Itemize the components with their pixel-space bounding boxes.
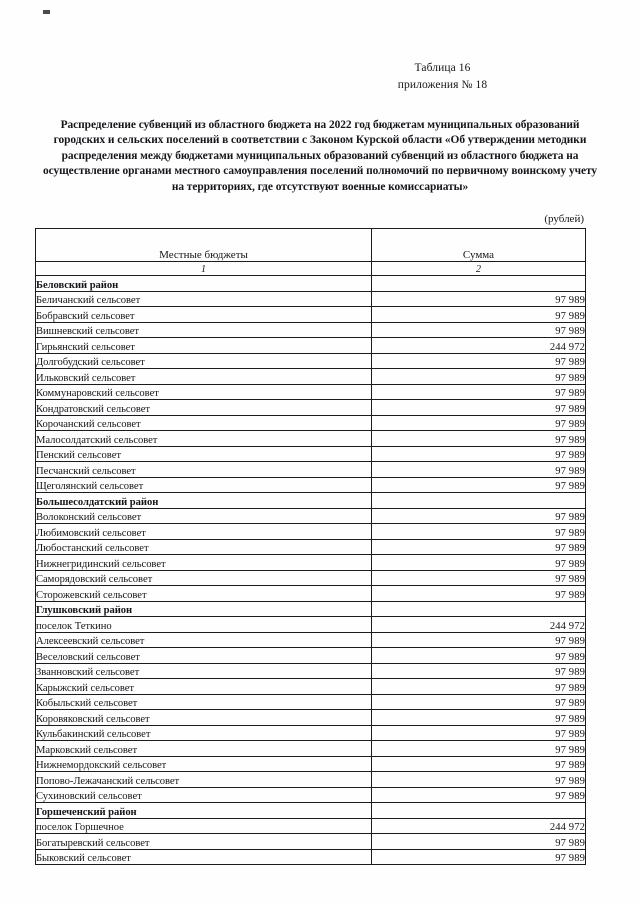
settlement-name: Корочанский сельсовет xyxy=(36,415,372,431)
table-header xyxy=(36,229,586,276)
amount-value: 97 989 xyxy=(372,477,586,493)
table-row xyxy=(36,663,586,679)
amount-value: 97 989 xyxy=(372,384,586,400)
table-row xyxy=(36,570,586,586)
settlement-name: поселок Горшечное xyxy=(36,818,372,834)
district-name: Горшеченский район xyxy=(36,803,372,819)
settlement-name: Любимовский сельсовет xyxy=(36,524,372,540)
settlement-name: Богатыревский сельсовет xyxy=(36,834,372,850)
amount-value: 97 989 xyxy=(372,555,586,571)
settlement-name: Пенский сельсовет xyxy=(36,446,372,462)
amount-value: 97 989 xyxy=(372,415,586,431)
settlement-name: Нижнемордокский сельсовет xyxy=(36,756,372,772)
amount-value xyxy=(372,601,586,617)
reference-appendix-number: приложения № 18 xyxy=(397,79,488,91)
amount-value xyxy=(372,803,586,819)
table-row xyxy=(36,508,586,524)
settlement-name: Попово-Лежачанский сельсовет xyxy=(36,772,372,788)
table-row xyxy=(36,384,586,400)
table-row xyxy=(36,756,586,772)
table-row xyxy=(36,694,586,710)
amount-value: 97 989 xyxy=(372,787,586,803)
amount-value: 244 972 xyxy=(372,818,586,834)
table-row xyxy=(36,679,586,695)
settlement-name: Волоконский сельсовет xyxy=(36,508,372,524)
amount-value: 97 989 xyxy=(372,570,586,586)
column-number-2: 2 xyxy=(372,262,586,276)
table-header-row xyxy=(36,229,586,262)
table-row xyxy=(36,586,586,602)
amount-value: 244 972 xyxy=(372,338,586,354)
district-header-row xyxy=(36,601,586,617)
district-header-row xyxy=(36,493,586,509)
budget-table-container xyxy=(35,228,585,865)
district-name: Глушковский район xyxy=(36,601,372,617)
table-row xyxy=(36,400,586,416)
settlement-name: Ильковский сельсовет xyxy=(36,369,372,385)
amount-value: 97 989 xyxy=(372,322,586,338)
table-row xyxy=(36,741,586,757)
amount-value: 97 989 xyxy=(372,741,586,757)
table-row xyxy=(36,462,586,478)
table-row xyxy=(36,431,586,447)
settlement-name: Сухиновский сельсовет xyxy=(36,787,372,803)
amount-value: 97 989 xyxy=(372,725,586,741)
table-row xyxy=(36,617,586,633)
amount-value: 97 989 xyxy=(372,508,586,524)
settlement-name: Коровяковский сельсовет xyxy=(36,710,372,726)
settlement-name: Саморядовский сельсовет xyxy=(36,570,372,586)
column-header-local-budgets: Местные бюджеты xyxy=(36,229,372,262)
settlement-name: Кондратовский сельсовет xyxy=(36,400,372,416)
reference-table-number: Таблица 16 xyxy=(414,62,471,74)
table-row xyxy=(36,307,586,323)
amount-value: 97 989 xyxy=(372,291,586,307)
amount-value: 97 989 xyxy=(372,369,586,385)
amount-value: 97 989 xyxy=(372,663,586,679)
settlement-name: Вишневский сельсовет xyxy=(36,322,372,338)
table-body xyxy=(36,276,586,865)
settlement-name: Бобравский сельсовет xyxy=(36,307,372,323)
amount-value: 97 989 xyxy=(372,694,586,710)
settlement-name: Беличанский сельсовет xyxy=(36,291,372,307)
table-row xyxy=(36,477,586,493)
table-row xyxy=(36,446,586,462)
settlement-name: Карыжский сельсовет xyxy=(36,679,372,695)
settlement-name: Сторожевский сельсовет xyxy=(36,586,372,602)
amount-value: 97 989 xyxy=(372,307,586,323)
district-header-row xyxy=(36,803,586,819)
table-row xyxy=(36,648,586,664)
table-row xyxy=(36,787,586,803)
settlement-name: Алексеевский сельсовет xyxy=(36,632,372,648)
table-row xyxy=(36,632,586,648)
units-label: (рублей) xyxy=(544,213,584,225)
column-header-sum: Сумма xyxy=(372,229,586,262)
budget-table xyxy=(35,228,586,865)
amount-value: 97 989 xyxy=(372,648,586,664)
table-row xyxy=(36,524,586,540)
table-row xyxy=(36,338,586,354)
settlement-name: Кобыльский сельсовет xyxy=(36,694,372,710)
table-row xyxy=(36,415,586,431)
amount-value: 244 972 xyxy=(372,617,586,633)
district-header-row xyxy=(36,276,586,292)
table-row xyxy=(36,353,586,369)
settlement-name: Нижнегридинский сельсовет xyxy=(36,555,372,571)
amount-value xyxy=(372,493,586,509)
table-column-number-row xyxy=(36,262,586,276)
table-row xyxy=(36,555,586,571)
amount-value xyxy=(372,276,586,292)
settlement-name: Веселовский сельсовет xyxy=(36,648,372,664)
settlement-name: Кульбакинский сельсовет xyxy=(36,725,372,741)
amount-value: 97 989 xyxy=(372,446,586,462)
scan-artifact-mark xyxy=(43,10,50,14)
settlement-name: Любостанский сельсовет xyxy=(36,539,372,555)
settlement-name: Марковский сельсовет xyxy=(36,741,372,757)
district-name: Беловский район xyxy=(36,276,372,292)
table-row xyxy=(36,772,586,788)
settlement-name: Щеголянский сельсовет xyxy=(36,477,372,493)
settlement-name: поселок Теткино xyxy=(36,617,372,633)
amount-value: 97 989 xyxy=(372,710,586,726)
amount-value: 97 989 xyxy=(372,400,586,416)
table-row xyxy=(36,369,586,385)
settlement-name: Коммунаровский сельсовет xyxy=(36,384,372,400)
table-row xyxy=(36,725,586,741)
table-row xyxy=(36,710,586,726)
settlement-name: Долгобудский сельсовет xyxy=(36,353,372,369)
amount-value: 97 989 xyxy=(372,524,586,540)
amount-value: 97 989 xyxy=(372,462,586,478)
table-row xyxy=(36,849,586,865)
amount-value: 97 989 xyxy=(372,431,586,447)
amount-value: 97 989 xyxy=(372,756,586,772)
amount-value: 97 989 xyxy=(372,632,586,648)
table-row xyxy=(36,539,586,555)
document-title: Распределение субвенций из областного бюджета на 2022 год бюджетам муниципальных образований городских и сельских поселений в соответствии с Законом Курской области «Об утверждении методики распределения между бюджетами муниципальных образований субвенций из областного бюджета на осуществление органами местного самоуправления поселений полномочий по первичному воинскому учету на территориях, где отсутствуют военные комиссариаты» xyxy=(42,119,598,193)
table-row xyxy=(36,834,586,850)
amount-value: 97 989 xyxy=(372,353,586,369)
settlement-name: Быковский сельсовет xyxy=(36,849,372,865)
settlement-name: Песчанский сельсовет xyxy=(36,462,372,478)
district-name: Большесолдатский район xyxy=(36,493,372,509)
settlement-name: Званновский сельсовет xyxy=(36,663,372,679)
amount-value: 97 989 xyxy=(372,849,586,865)
amount-value: 97 989 xyxy=(372,539,586,555)
column-number-1: 1 xyxy=(36,262,372,276)
settlement-name: Малосолдатский сельсовет xyxy=(36,431,372,447)
amount-value: 97 989 xyxy=(372,679,586,695)
settlement-name: Гирьянский сельсовет xyxy=(36,338,372,354)
table-row xyxy=(36,818,586,834)
table-row xyxy=(36,322,586,338)
amount-value: 97 989 xyxy=(372,834,586,850)
table-row xyxy=(36,291,586,307)
document-reference xyxy=(300,60,585,94)
amount-value: 97 989 xyxy=(372,586,586,602)
amount-value: 97 989 xyxy=(372,772,586,788)
